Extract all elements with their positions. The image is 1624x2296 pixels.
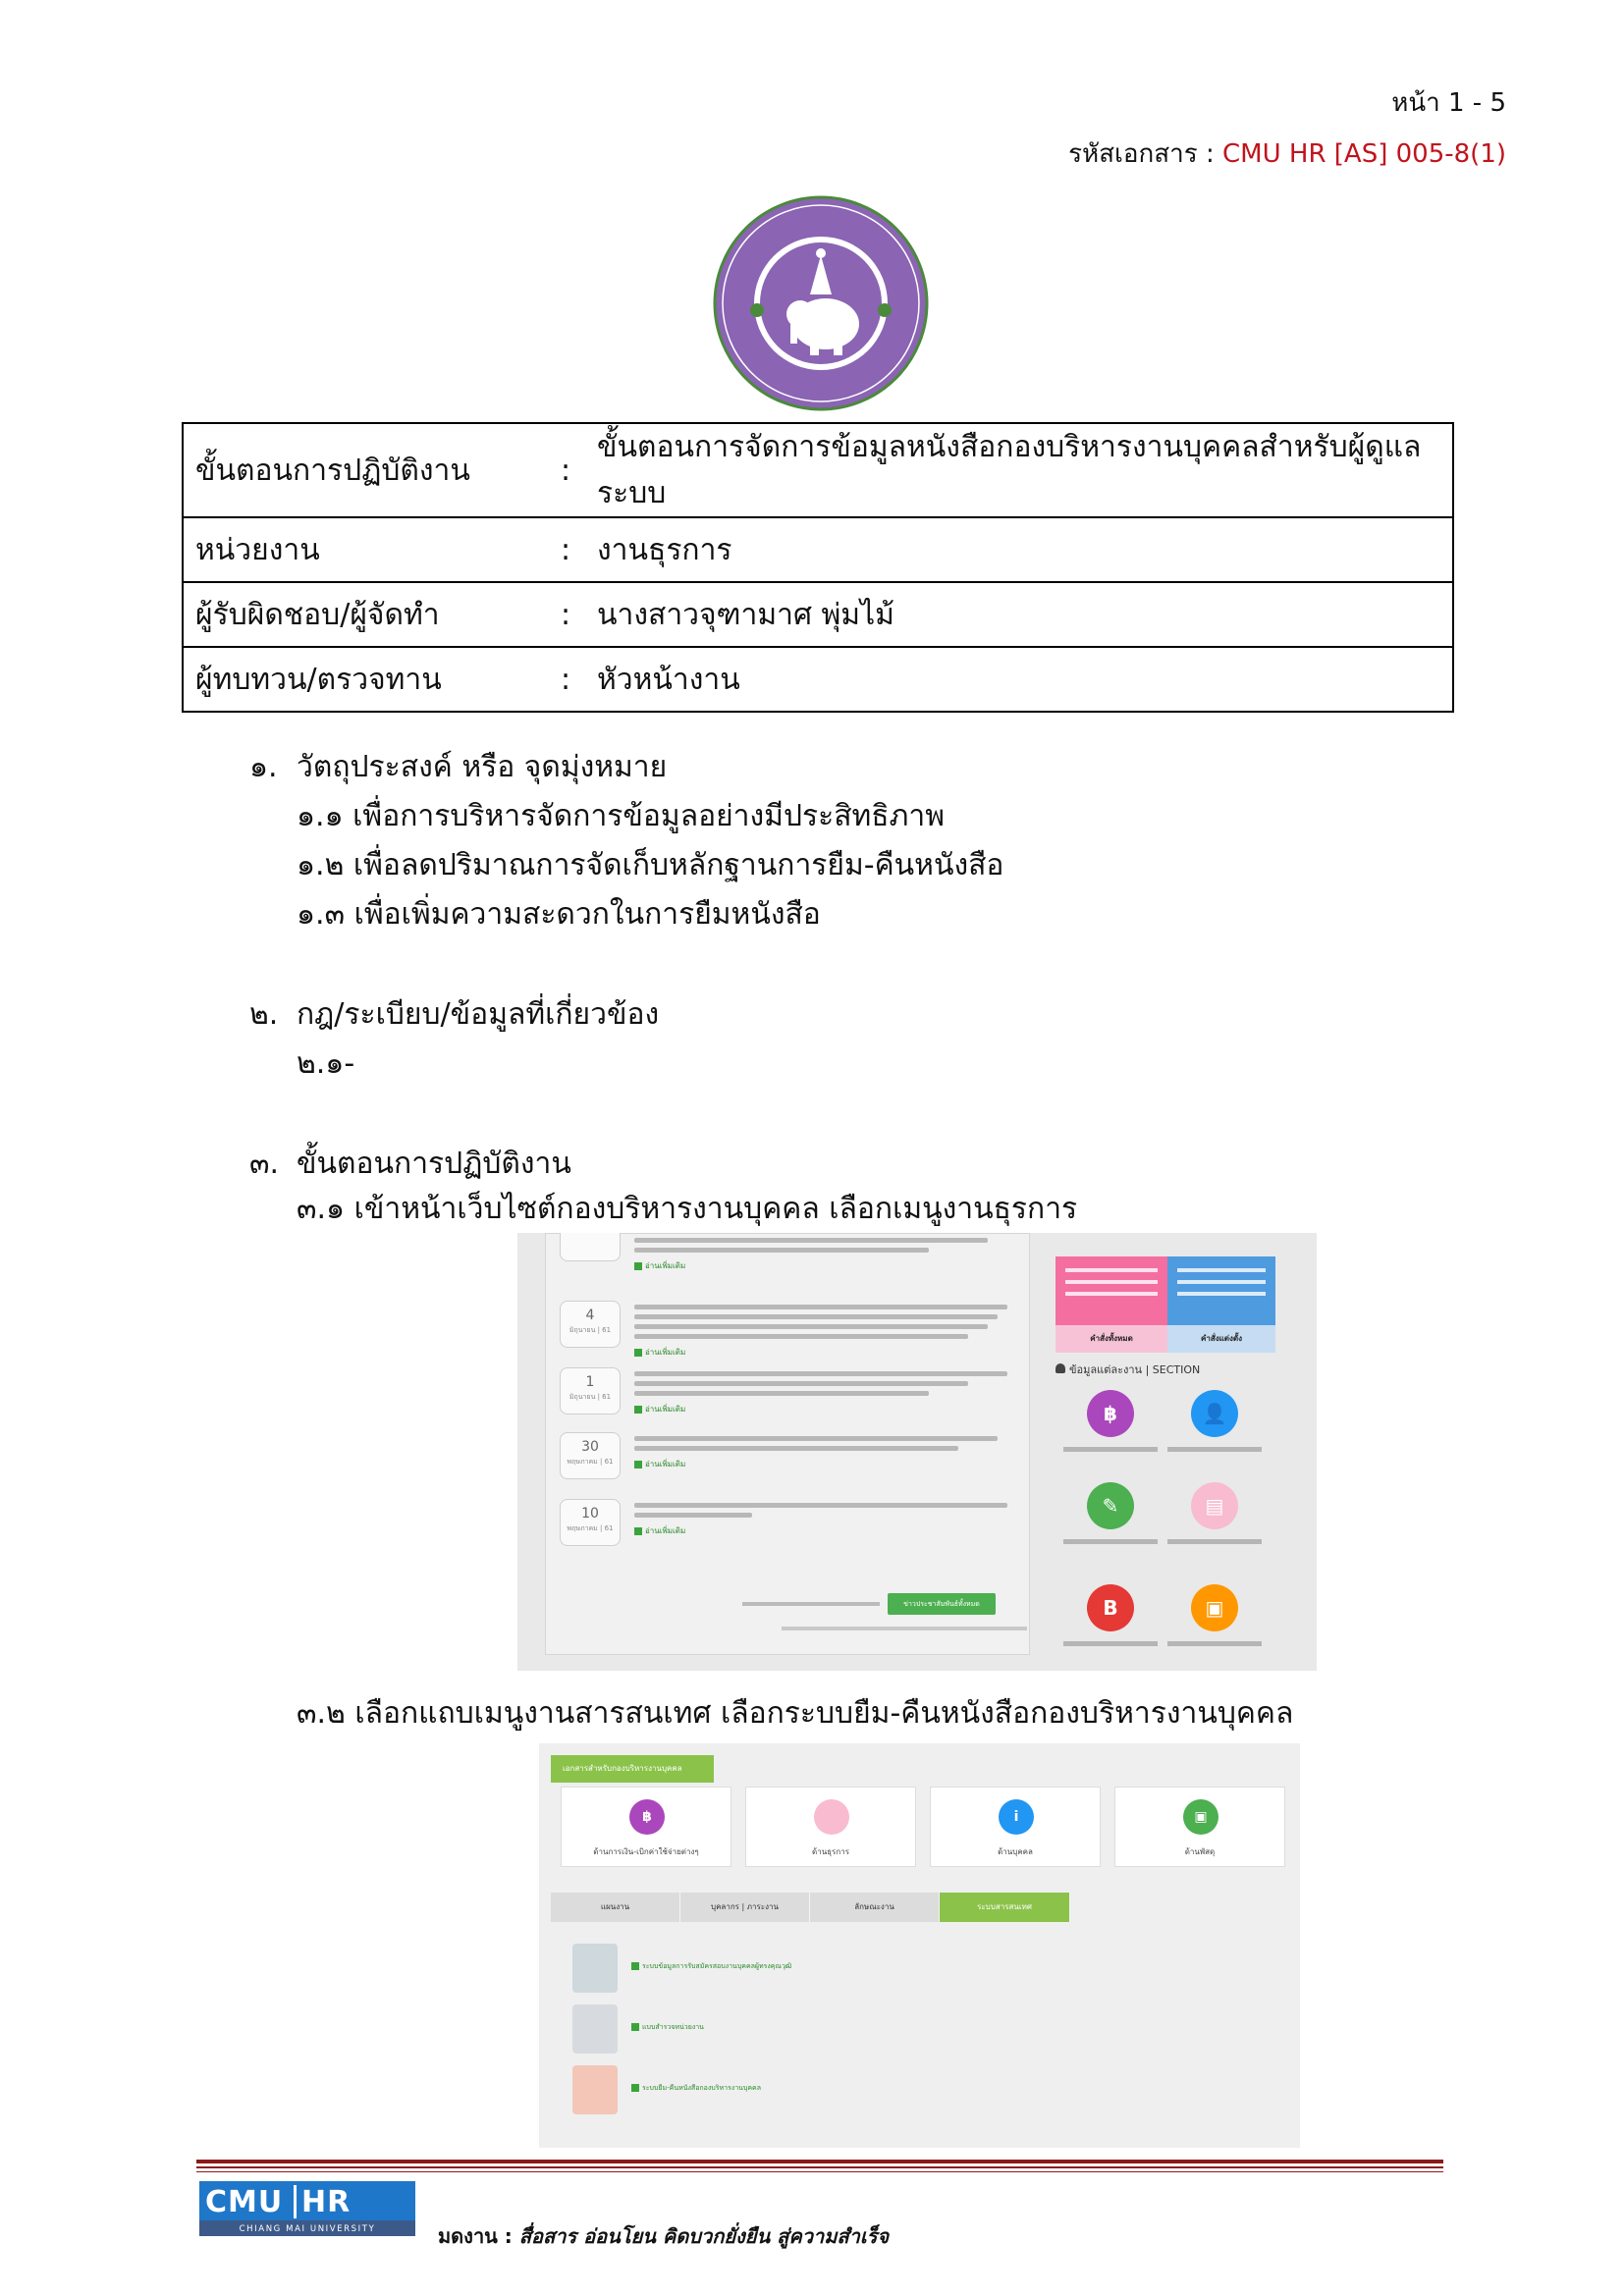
all-news-button[interactable]: ข่าวประชาสัมพันธ์ทั้งหมด xyxy=(888,1593,996,1615)
card-label: ด้านการเงิน-เบิกค่าใช้จ่ายต่างๆ xyxy=(593,1847,699,1856)
news-date xyxy=(560,1233,621,1261)
card-label: ด้านธุรการ xyxy=(812,1847,849,1856)
cmu-hr-logo: CMU HR CHIANG MAI UNIVERSITY xyxy=(199,2181,415,2236)
news-item xyxy=(560,1234,1021,1293)
info-key: ขั้นตอนการปฏิบัติงาน xyxy=(183,423,546,517)
footer-motto: มดงาน : สื่อสาร อ่อนโยน คิดบวกยั่งยืน สู่ความสำเร็จ xyxy=(438,2224,890,2248)
read-more-link[interactable]: อ่านเพิ่มเติม xyxy=(634,1346,685,1359)
news-date xyxy=(560,1367,621,1415)
section-3-number: ๓. xyxy=(249,1147,280,1181)
news-item xyxy=(560,1499,1021,1558)
footer-rule xyxy=(196,2171,1443,2172)
section-3-1: ๓.๑ เข้าหน้าเว็บไซต์กองบริหารงานบุคคล เลือกเมนูงานธุรการ xyxy=(297,1192,1078,1226)
person-icon[interactable]: 👤 xyxy=(1191,1390,1238,1437)
section-2-1: ๒.๑- xyxy=(297,1046,355,1081)
news-day: 30 xyxy=(581,1439,599,1455)
orders-box-pink[interactable] xyxy=(1056,1256,1167,1353)
checklist-icon xyxy=(572,2004,618,2054)
section-2-title: กฎ/ระเบียบ/ข้อมูลที่เกี่ยวข้อง xyxy=(297,997,660,1032)
document-code-value: CMU HR [AS] 005-8(1) xyxy=(1222,139,1506,169)
section-heading: ข้อมูลแต่ละงาน | SECTION xyxy=(1056,1361,1200,1378)
news-pager xyxy=(742,1593,978,1615)
news-month: มิถุนายน | 61 xyxy=(568,1393,612,1401)
news-month: พฤษภาคม | 61 xyxy=(567,1458,614,1466)
librarian-icon xyxy=(572,2065,618,2114)
card-label: ด้านบุคคล xyxy=(998,1847,1033,1856)
footer-rule xyxy=(196,2166,1443,2168)
tab-info-system[interactable]: ระบบสารสนเทศ xyxy=(940,1893,1070,1922)
user-icon xyxy=(1056,1363,1065,1373)
section-2-number: ๒. xyxy=(249,997,279,1032)
info-row xyxy=(183,423,1453,517)
university-seal xyxy=(712,194,930,412)
info-row xyxy=(183,582,1453,647)
pencil-icon[interactable]: ✎ xyxy=(1087,1482,1134,1529)
news-date xyxy=(560,1499,621,1546)
news-item xyxy=(560,1367,1021,1426)
documents-header: เอกสารสำหรับกองบริหารงานบุคคล xyxy=(551,1755,714,1783)
news-month: มิถุนายน | 61 xyxy=(568,1326,612,1334)
info-colon: : xyxy=(546,423,585,517)
info-value: ขั้นตอนการจัดการข้อมูลหนังสือกองบริหารงานบุคคลสำหรับผู้ดูแลระบบ xyxy=(585,423,1453,517)
website-screenshot-news xyxy=(517,1233,1317,1671)
document-code xyxy=(1068,133,1506,174)
news-list xyxy=(545,1233,1030,1655)
section-1-number: ๑. xyxy=(249,750,278,784)
info-key: ผู้ทบทวน/ตรวจทาน xyxy=(183,647,546,712)
document-code-label: รหัสเอกสาร : xyxy=(1068,139,1223,169)
bitcoin-icon[interactable]: B xyxy=(1087,1584,1134,1631)
section-3-2: ๓.๒ เลือกแถบเมนูงานสารสนเทศ เลือกระบบยืม-คืนหนังสือกองบริหารงานบุคคล xyxy=(297,1696,1294,1731)
menu-tabs xyxy=(551,1893,1070,1922)
card-label: ด้านพัสดุ xyxy=(1184,1847,1216,1856)
circle-icon xyxy=(814,1799,849,1835)
info-row xyxy=(183,517,1453,582)
card-supplies[interactable] xyxy=(1114,1787,1285,1867)
news-day: 1 xyxy=(585,1374,595,1390)
news-date xyxy=(560,1301,621,1348)
news-day: 10 xyxy=(581,1506,599,1522)
read-more-link[interactable]: อ่านเพิ่มเติม xyxy=(634,1458,685,1470)
section-sidebar xyxy=(1056,1233,1291,1671)
orders-box-blue[interactable] xyxy=(1167,1256,1275,1353)
read-more-link[interactable]: อ่านเพิ่มเติม xyxy=(634,1259,685,1272)
money-icon[interactable]: ฿ xyxy=(1087,1390,1134,1437)
section-1-title: วัตถุประสงค์ หรือ จุดมุ่งหมาย xyxy=(297,750,668,784)
website-screenshot-info-system xyxy=(539,1743,1300,2148)
news-month: พฤษภาคม | 61 xyxy=(567,1524,614,1532)
system-link[interactable]: ระบบข้อมูลการรับสมัครสอบงานบุคคลผู้ทรงคุณวุฒิ xyxy=(631,1961,791,1972)
info-value: งานธุรการ xyxy=(585,517,1453,582)
clipboard-icon[interactable]: ▤ xyxy=(1191,1482,1238,1529)
info-row xyxy=(183,647,1453,712)
footer-rule xyxy=(196,2160,1443,2163)
page-number: หน้า 1 - 5 xyxy=(1391,88,1506,118)
tab-job[interactable]: ลักษณะงาน xyxy=(810,1893,940,1922)
card-personnel[interactable] xyxy=(930,1787,1101,1867)
section-1-1: ๑.๑ เพื่อการบริหารจัดการข้อมูลอย่างมีประสิทธิภาพ xyxy=(297,799,946,833)
card-admin[interactable] xyxy=(745,1787,916,1867)
tab-plan[interactable]: แผนงาน xyxy=(551,1893,680,1922)
suitcase-icon[interactable]: ▣ xyxy=(1191,1584,1238,1631)
orders-box-blue-label: คำสั่งแต่งตั้ง xyxy=(1167,1325,1275,1353)
news-item xyxy=(560,1301,1021,1360)
card-finance[interactable] xyxy=(561,1787,731,1867)
info-colon: : xyxy=(546,517,585,582)
info-key: หน่วยงาน xyxy=(183,517,546,582)
info-colon: : xyxy=(546,647,585,712)
info-key: ผู้รับผิดชอบ/ผู้จัดทำ xyxy=(183,582,546,647)
procedure-info-table xyxy=(182,422,1454,713)
info-colon: : xyxy=(546,582,585,647)
person-icon: i xyxy=(999,1799,1034,1835)
read-more-link[interactable]: อ่านเพิ่มเติม xyxy=(634,1403,685,1415)
money-icon: ฿ xyxy=(629,1799,665,1835)
news-day: 4 xyxy=(585,1308,595,1323)
news-item xyxy=(560,1432,1021,1491)
clipboard-icon xyxy=(572,1944,618,1993)
tab-staff[interactable]: บุคลากร | ภาระงาน xyxy=(680,1893,810,1922)
book-loan-system-link[interactable]: ระบบยืม-คืนหนังสือกองบริหารงานบุคคล xyxy=(631,2083,761,2094)
info-value: หัวหน้างาน xyxy=(585,647,1453,712)
info-value: นางสาวจุฑามาศ พุ่มไม้ xyxy=(585,582,1453,647)
suitcase-icon: ▣ xyxy=(1183,1799,1218,1835)
read-more-link[interactable]: อ่านเพิ่มเติม xyxy=(634,1524,685,1537)
orders-box-pink-label: คำสั่งทั้งหมด xyxy=(1056,1325,1167,1353)
news-date xyxy=(560,1432,621,1479)
section-1-3: ๑.๓ เพื่อเพิ่มความสะดวกในการยืมหนังสือ xyxy=(297,897,821,932)
section-3-title: ขั้นตอนการปฏิบัติงาน xyxy=(297,1147,571,1181)
section-1-2: ๑.๒ เพื่อลดปริมาณการจัดเก็บหลักฐานการยืม-คืนหนังสือ xyxy=(297,848,1004,882)
system-link[interactable]: แบบสำรวจหน่วยงาน xyxy=(631,2022,704,2033)
